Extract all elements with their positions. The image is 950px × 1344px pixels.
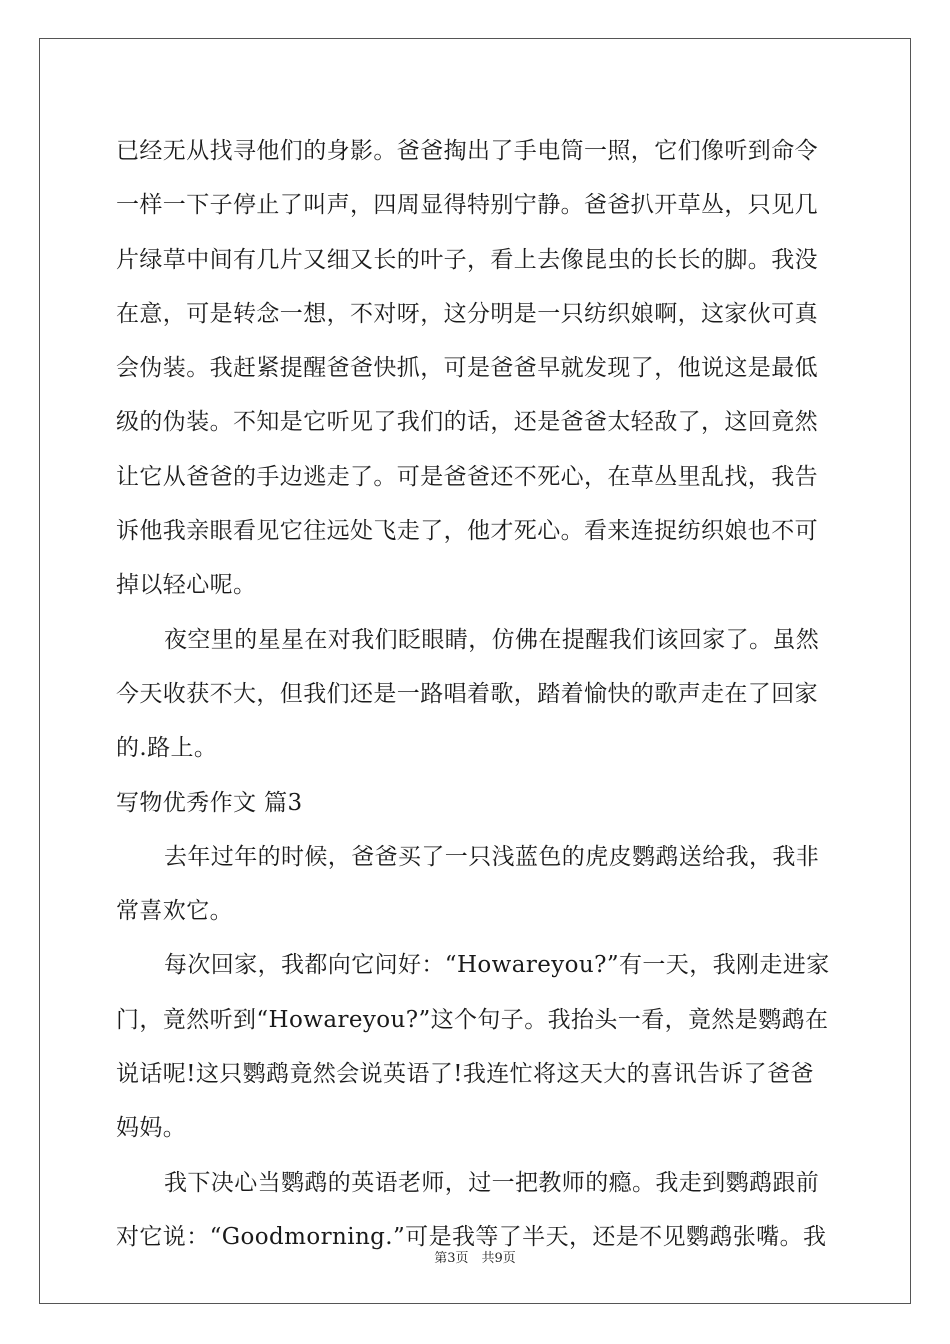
text-line: 级的伪装。不知是它听见了我们的话，还是爸爸太轻敌了，这回竟然 (116, 409, 818, 436)
text-line: 已经无从找寻他们的身影。爸爸掏出了手电筒一照，它们像听到命令 (116, 138, 818, 164)
page-number-footer: 第3页 共9页 (434, 1251, 516, 1266)
document-body (116, 124, 836, 1264)
text-line: 常喜欢它。 (116, 898, 233, 925)
text-line: 诉他我亲眼看见它往远处飞走了，他才死心。看来连捉纺织娘也不可 (116, 518, 818, 545)
text-line: 每次回家，我都向它问好：“Howareyou?”有一天，我刚走进家 (164, 952, 830, 979)
text-line: 夜空里的星星在对我们眨眼睛，仿佛在提醒我们该回家了。虽然 (164, 626, 820, 653)
text-line: 写物优秀作文 篇3 (116, 789, 303, 816)
text-line: 对它说：“Goodmorning.”可是我等了半天，还是不见鹦鹉张嘴。我 (116, 1223, 827, 1250)
text-line: 让它从爸爸的手边逃走了。可是爸爸还不死心，在草丛里乱找，我告 (116, 463, 818, 490)
text-line: 说话呢!这只鹦鹉竟然会说英语了!我连忙将这天大的喜讯告诉了爸爸 (116, 1061, 814, 1088)
text-line: 今天收获不大，但我们还是一路唱着歌，踏着愉快的歌声走在了回家 (116, 680, 818, 707)
text-line: 去年过年的时候，爸爸买了一只浅蓝色的虎皮鹦鹉送给我，我非 (164, 843, 820, 870)
text-line: 在意，可是转念一想，不对呀，这分明是一只纺织娘啊，这家伙可真 (116, 300, 818, 327)
text-line: 掉以轻心呢。 (116, 572, 257, 599)
text-line: 片绿草中间有几片又细又长的叶子，看上去像昆虫的长长的脚。我没 (116, 246, 818, 273)
text-line: 一样一下子停止了叫声，四周显得特别宁静。爸爸扒开草丛，只见几 (116, 192, 818, 219)
text-line: 会伪装。我赶紧提醒爸爸快抓，可是爸爸早就发现了，他说这是最低 (116, 355, 818, 382)
text-line: 妈妈。 (116, 1115, 187, 1142)
text-line: 的.路上。 (116, 735, 218, 762)
text-line: 我下决心当鹦鹉的英语老师，过一把教师的瘾。我走到鹦鹉跟前 (164, 1169, 820, 1196)
text-line: 门，竟然听到“Howareyou?”这个句子。我抬头一看，竟然是鹦鹉在 (116, 1006, 829, 1033)
